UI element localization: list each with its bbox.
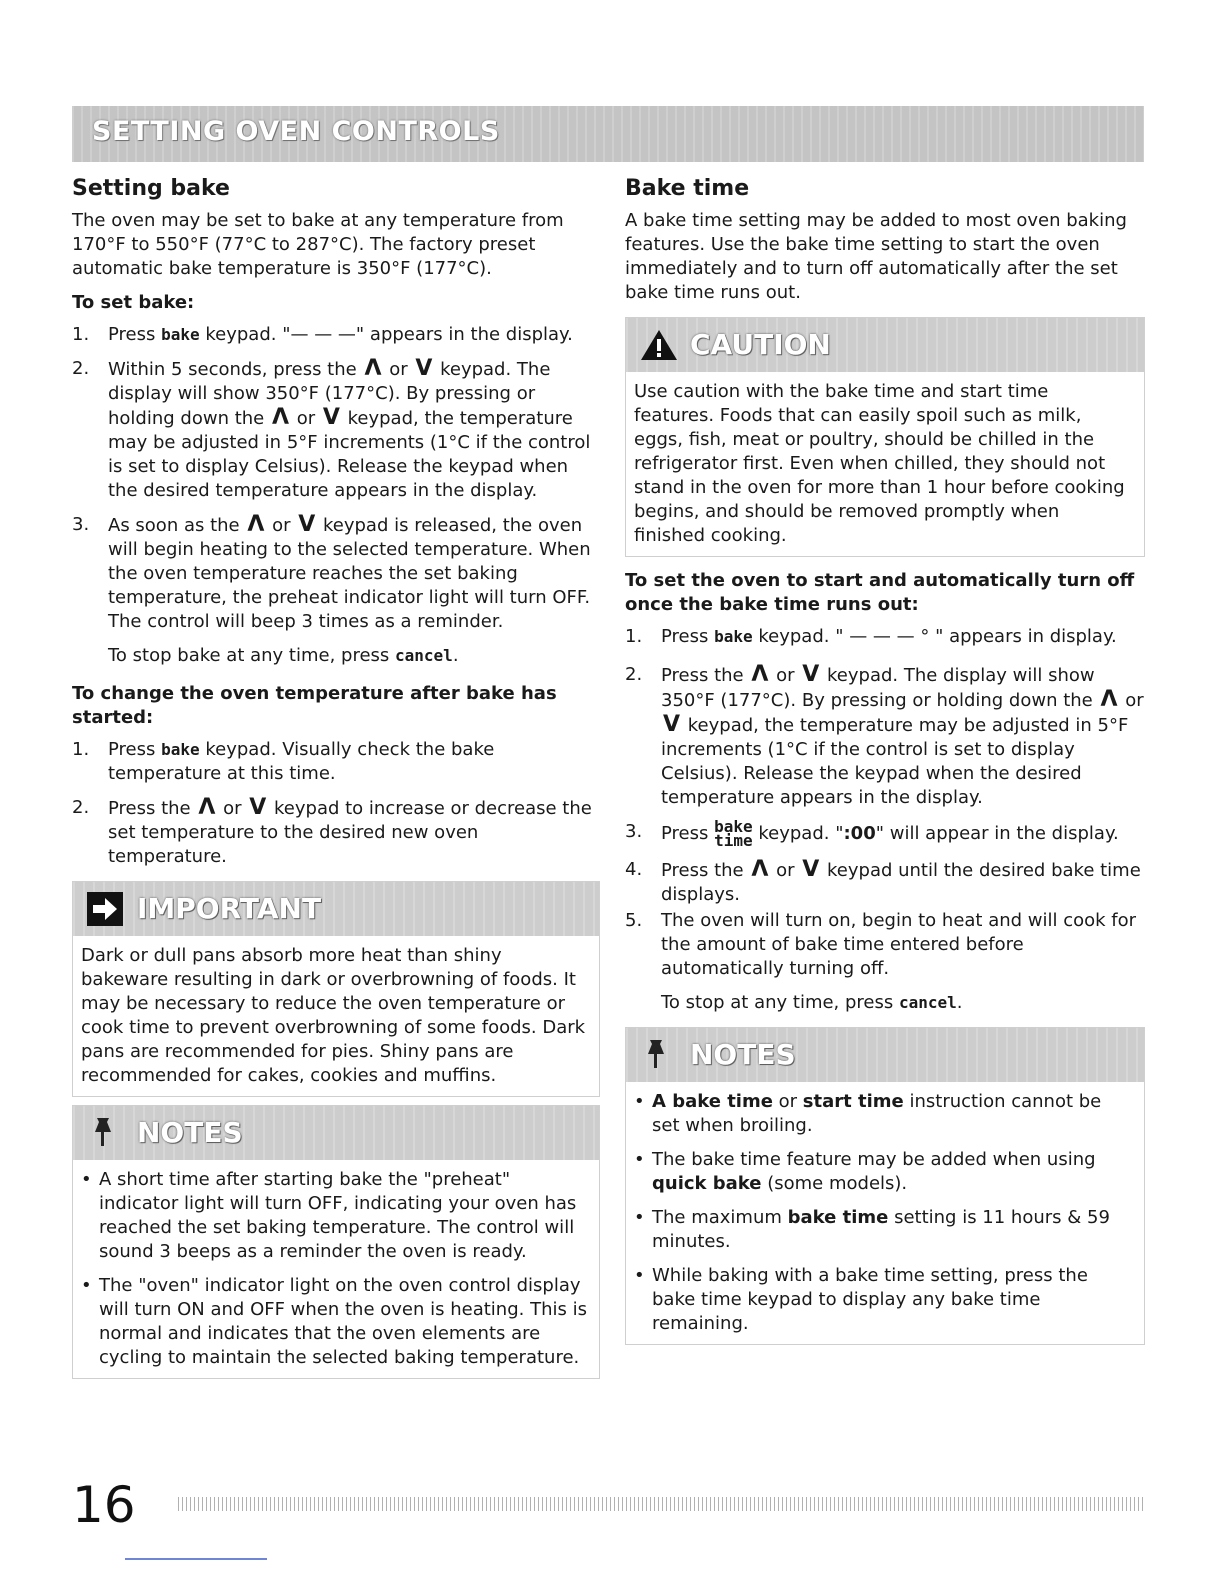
left-column (72, 176, 600, 1379)
to-set-bake-label: To set bake: (72, 292, 195, 313)
important-body: Dark or dull pans absorb more heat than shiny bakeware resulting in dark or overbrowning of foods. It may be necessary to reduce the oven temperature or cook time to prevent overbrowning of some foods. Dark pans are recommended for pies. Shiny pans are recommended for cakes, cookies and muffins. (81, 945, 586, 1086)
caution-body: Use caution with the bake time and start time features. Foods that can easily spoil such as milk, eggs, fish, meat or poultry, should be chilled in the refrigerator first. Even when chilled, they should not stand in the oven for more than 1 hour before cooking begins, and should be removed promptly when finished cooking. (634, 381, 1125, 546)
down-arrow-icon: V (802, 662, 820, 687)
bake-time-intro: A bake time setting may be added to most oven baking features. Use the bake time setting to start the oven immediately and to turn off automatically after the set bake time runs out. (625, 210, 1127, 303)
list-item: • The maximum bake time setting is 11 hours & 59 minutes. (634, 1206, 1134, 1254)
up-arrow-icon: Λ (751, 662, 769, 687)
notes-body (73, 1160, 599, 1378)
change-temp-label: To change the oven temperature after bake has started: (72, 683, 557, 728)
down-arrow-icon: V (802, 857, 820, 882)
notes-header (73, 1106, 599, 1160)
important-arrow-icon (87, 892, 123, 930)
caution-header (626, 318, 1144, 372)
list-item: 3. As soon as the Λ or V keypad is released, the oven will begin heating to the selected temperature. When the oven temperature reaches the set baking temperature, the preheat indicator light will turn OFF. The control will beep 3 times as a reminder. (72, 512, 591, 632)
bake-key-label: bake (161, 740, 200, 759)
down-arrow-icon: V (415, 356, 433, 381)
up-arrow-icon: Λ (1100, 687, 1118, 712)
up-arrow-icon: Λ (198, 795, 216, 820)
list-item: 2. Within 5 seconds, press the Λ or V keypad. The display will show 350°F (177°C). By pressing or holding down the Λ or V keypad, the temperature may be adjusted in 5°F increments (1°C if the control is set to display Celsius). Release the keypad when the desired temperature appears in the display. (72, 356, 591, 501)
set-bake-steps (72, 323, 600, 634)
down-arrow-icon: V (663, 712, 681, 737)
section-banner (72, 106, 1144, 162)
change-temp-steps (72, 738, 600, 869)
down-arrow-icon: V (249, 795, 267, 820)
down-arrow-icon: V (322, 405, 340, 430)
list-item: 1. Press bake keypad. " — — — ° " appears in display. (625, 626, 1117, 647)
bake-time-procedure-label: To set the oven to start and automatically turn off once the bake time runs out: (625, 570, 1135, 615)
up-arrow-icon: Λ (247, 512, 265, 537)
notes-box-right (625, 1027, 1145, 1345)
notes-box-left (72, 1105, 600, 1379)
right-column (625, 176, 1145, 1345)
list-item: 3. Press bake time keypad. ":00" will appear in the display. (625, 817, 1119, 850)
up-arrow-icon: Λ (364, 356, 382, 381)
pushpin-icon (87, 1116, 117, 1154)
up-arrow-icon: Λ (271, 405, 289, 430)
footer-accent-line (125, 1558, 267, 1560)
list-item: 4. Press the Λ or V keypad until the desired bake time displays. (625, 857, 1141, 905)
list-item: • The "oven" indicator light on the oven control display will turn ON and OFF when the oven is heating. This is normal and indicates that the oven elements are cycling to maintain the selected baking temperature. (81, 1274, 589, 1370)
stop-bake-time-text: To stop at any time, press cancel. (661, 992, 963, 1013)
notes-body (626, 1082, 1144, 1344)
setting-bake-intro: The oven may be set to bake at any temperature from 170°F to 550°F (77°C to 287°C). The factory preset automatic bake temperature is 350°F (177°C). (72, 210, 564, 279)
list-item: 2. Press the Λ or V keypad to increase or decrease the set temperature to the desired new oven temperature. (72, 795, 592, 867)
caution-box (625, 317, 1145, 557)
down-arrow-icon: V (298, 512, 316, 537)
list-item: 5. The oven will turn on, begin to heat and will cook for the amount of bake time entered before automatically turning off. (625, 910, 1137, 979)
list-item: • A bake time or start time instruction cannot be set when broiling. (634, 1090, 1134, 1138)
notes-header (626, 1028, 1144, 1082)
bake-key-label: bake (714, 627, 753, 646)
bake-time-key-label: bake time (714, 817, 753, 850)
notes-title: NOTES (690, 1038, 796, 1071)
list-item: 1. Press bake keypad. Visually check the bake temperature at this time. (72, 739, 495, 784)
list-item: • While baking with a bake time setting, press the bake time keypad to display any bake time remaining. (634, 1264, 1134, 1336)
warning-icon (640, 328, 678, 366)
bake-time-steps (625, 625, 1145, 981)
cancel-key-label: cancel (898, 993, 957, 1012)
footer-rule (178, 1497, 1144, 1511)
cancel-key-label: cancel (395, 646, 453, 665)
stop-bake-text: To stop bake at any time, press cancel. (108, 645, 459, 666)
list-item: • The bake time feature may be added when using quick bake (some models). (634, 1148, 1134, 1196)
bake-time-heading: Bake time (625, 176, 750, 201)
list-item: 1. Press bake keypad. "— — —" appears in the display. (72, 324, 573, 345)
important-header (73, 882, 599, 936)
notes-title: NOTES (137, 1116, 243, 1149)
setting-bake-heading: Setting bake (72, 176, 230, 201)
list-item: 2. Press the Λ or V keypad. The display will show 350°F (177°C). By pressing or holding down the Λ or V keypad, the temperature may be adjusted in 5°F increments (1°C if the control is set to display Celsius). Release the keypad when the desired temperature appears in the display. (625, 662, 1144, 808)
list-item: • A short time after starting bake the "preheat" indicator light will turn OFF, indicating your oven has reached the set baking temperature. The control will sound 3 beeps as a reminder the oven is ready. (81, 1168, 589, 1264)
important-box (72, 881, 600, 1097)
pushpin-icon (640, 1038, 670, 1076)
section-title: SETTING OVEN CONTROLS (92, 116, 500, 147)
caution-title: CAUTION (690, 328, 831, 361)
important-title: IMPORTANT (137, 892, 322, 925)
page-number: 16 (72, 1476, 136, 1534)
bake-key-label: bake (161, 325, 200, 344)
up-arrow-icon: Λ (751, 857, 769, 882)
